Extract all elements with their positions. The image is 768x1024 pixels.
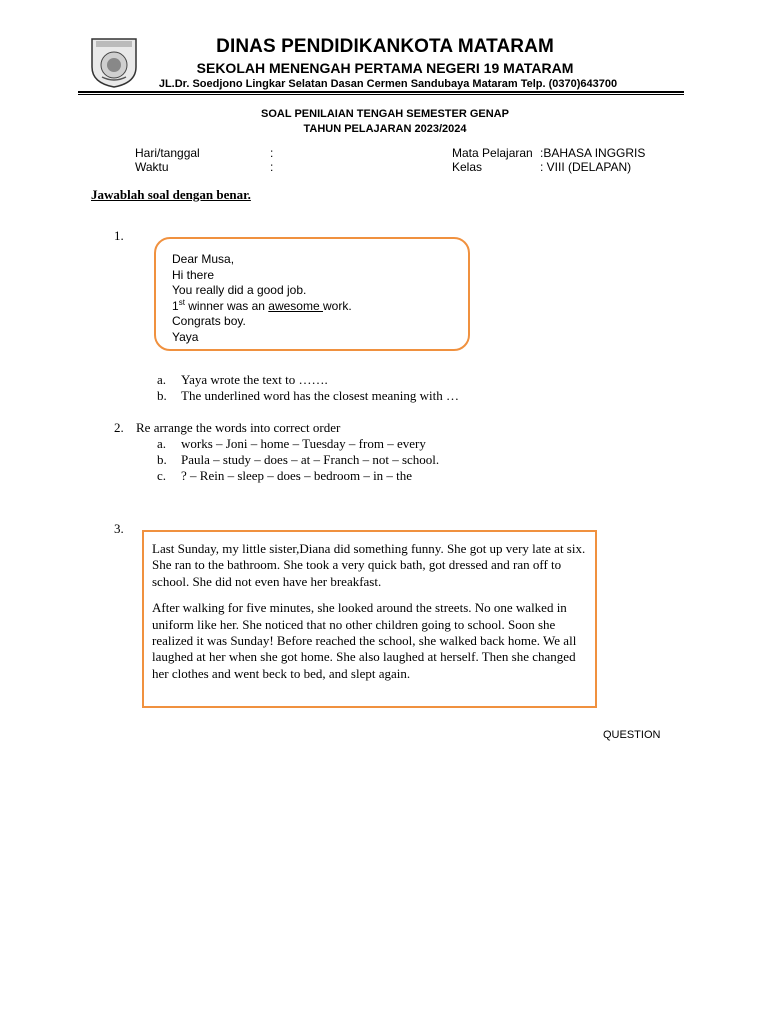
- option-label: c.: [157, 468, 167, 483]
- office-title: DINAS PENDIDIKANKOTA MATARAM: [216, 36, 554, 57]
- time-colon: :: [270, 160, 274, 174]
- option-label: b.: [157, 388, 167, 403]
- option-item: [157, 388, 459, 404]
- letter-fragment: work.: [323, 298, 352, 313]
- letter-line: Hi there: [172, 267, 215, 282]
- question-2-number: 2.: [114, 420, 124, 435]
- time-label: Waktu: [135, 160, 169, 174]
- option-text: Paula – study – does – at – Franch – not – school.: [181, 452, 440, 467]
- exam-title: SOAL PENILAIAN TENGAH SEMESTER GENAP: [261, 108, 509, 120]
- exam-year: TAHUN PELAJARAN 2023/2024: [303, 123, 467, 135]
- question-1-options: [157, 372, 459, 404]
- school-address: JL.Dr. Soedjono Lingkar Selatan Dasan Cermen Sandubaya Mataram Telp. (0370)643700: [158, 78, 618, 90]
- option-text: ? – Rein – sleep – does – bedroom – in – the: [181, 468, 413, 483]
- letter-text: [172, 252, 352, 345]
- exam-heading: [150, 107, 620, 137]
- class-value: : VIII (DELAPAN): [540, 160, 632, 174]
- school-name: SEKOLAH MENENGAH PERTAMA NEGERI 19 MATARAM: [196, 60, 574, 76]
- question-2-options: [157, 436, 439, 484]
- question-2-prompt: Re arrange the words into correct order: [136, 420, 341, 435]
- ordinal-suffix: st: [178, 297, 185, 307]
- day-label: Hari/tanggal: [135, 146, 200, 160]
- subject-label: Mata Pelajaran: [452, 146, 533, 160]
- option-item: [157, 468, 439, 484]
- letter-line: [172, 299, 352, 315]
- option-label: b.: [157, 452, 167, 467]
- header-divider: [78, 91, 684, 93]
- story-paragraph: After walking for five minutes, she looked around the streets. No one walked in uniform like her. She noticed that no other children going to school. Soon she realized it was Sunday! Before reached the school, she walked back home. We all laughed at her when she got home. She also laughed at herself. Then she changed her clothes and went beck to bed, and slept again.: [152, 600, 577, 681]
- option-label: a.: [157, 436, 167, 451]
- header-divider-thin: [78, 94, 684, 95]
- option-item: [157, 436, 439, 452]
- instruction: Jawablah soal dengan benar.: [91, 187, 251, 202]
- question-3-number: 3.: [114, 521, 124, 536]
- question-label: QUESTION: [603, 729, 661, 741]
- letter-line: Congrats boy.: [172, 314, 246, 328]
- question-1-number: 1.: [114, 228, 124, 243]
- option-text: Yaya wrote the text to …….: [181, 372, 328, 387]
- ordinal-number: 1: [172, 298, 179, 313]
- class-label: Kelas: [452, 160, 483, 174]
- option-item: [157, 372, 459, 388]
- story-paragraph: Last Sunday, my little sister,Diana did something funny. She got up very late at six. She ran to the bathroom. She took a very quick bath, got dressed and ran off to school. She did not even have her breakfast.: [152, 541, 586, 589]
- option-text: The underlined word has the closest meaning with …: [181, 388, 459, 403]
- option-item: [157, 452, 439, 468]
- option-label: a.: [157, 372, 167, 387]
- option-text: works – Joni – home – Tuesday – from – every: [181, 436, 426, 451]
- underlined-word: awesome: [268, 298, 323, 313]
- letter-fragment: winner was an: [184, 298, 269, 313]
- day-colon: :: [270, 146, 274, 160]
- letter-line: Yaya: [172, 329, 199, 344]
- subject-value: :BAHASA INGGRIS: [540, 146, 646, 160]
- letter-line: Dear Musa,: [172, 252, 235, 266]
- story-text: [152, 541, 592, 692]
- letter-line: You really did a good job.: [172, 283, 307, 297]
